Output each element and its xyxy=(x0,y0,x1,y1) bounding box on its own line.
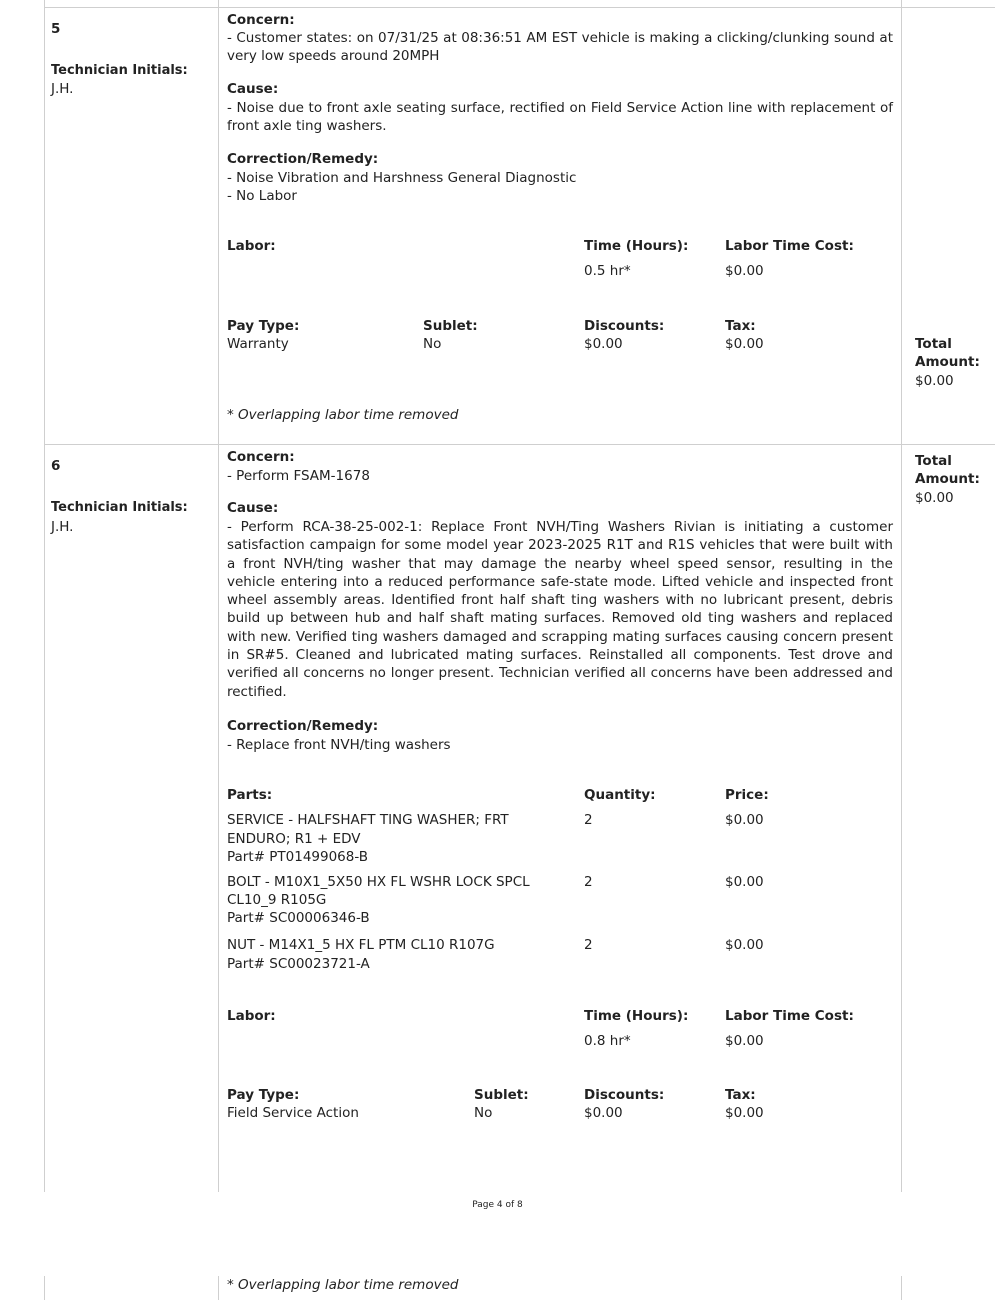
total-amount: $0.00 xyxy=(915,373,954,389)
part-number: Part# SC00023721-A xyxy=(227,956,370,972)
labor-label: Labor: xyxy=(227,1008,276,1024)
cause-text: - Perform RCA-38-25-002-1: Replace Front NVH/Ting Washers Rivian is initiating a customer satisfaction campaign for some model year 2023-2025 R1T and R1S vehicles that were built with a front NVH/ting washer that may damage the nearby wheel speed sensor, resulting in the vehicle entering into a reduced performance safe-state mode. Lifted vehicle and inspected front wheel assembly areas. Identified front half shaft ting washers with no lubricant present, debris build up between hub and half shaft mating surfaces. Removed old ting washers and replaced with new. Verified ting washers damaged and scrapping mating surfaces causing concern present in SR#5. Cleaned and lubricated mating surfaces. Reinstalled all components. Test drove and verified all concerns no longer present. Technician verified all concerns have been addressed and rectified. xyxy=(227,519,893,700)
pay-type: Warranty xyxy=(227,336,289,352)
tax: $0.00 xyxy=(725,336,764,352)
tax-label: Tax: xyxy=(725,1087,756,1103)
technician-initials: J.H. xyxy=(51,81,74,97)
price-label: Price: xyxy=(725,787,769,803)
part-description: BOLT - M10X1_5X50 HX FL WSHR LOCK SPCL xyxy=(227,874,530,890)
technician-initials: J.H. xyxy=(51,519,74,535)
labor-cost-label: Labor Time Cost: xyxy=(725,1008,854,1024)
pay-type-label: Pay Type: xyxy=(227,1087,300,1103)
quantity-label: Quantity: xyxy=(584,787,656,803)
part-quantity: 2 xyxy=(584,874,593,890)
row-separator xyxy=(44,444,995,445)
technician-initials-label: Technician Initials: xyxy=(51,500,188,515)
overlap-note: * Overlapping labor time removed xyxy=(227,407,459,423)
discounts: $0.00 xyxy=(584,1105,623,1121)
total-amount-label: Total xyxy=(915,453,952,469)
labor-cost: $0.00 xyxy=(725,1033,764,1049)
table-top-border xyxy=(44,7,995,8)
time-hours-label: Time (Hours): xyxy=(584,238,689,254)
part-quantity: 2 xyxy=(584,812,593,828)
table-border xyxy=(44,1276,45,1300)
sublet-label: Sublet: xyxy=(474,1087,529,1103)
sublet: No xyxy=(474,1105,493,1121)
overlap-note: * Overlapping labor time removed xyxy=(227,1277,459,1293)
part-quantity: 2 xyxy=(584,937,593,953)
labor-label: Labor: xyxy=(227,238,276,254)
table-border xyxy=(218,1276,219,1300)
discounts-label: Discounts: xyxy=(584,318,665,334)
correction-label: Correction/Remedy: xyxy=(227,151,379,167)
labor-time: 0.5 hr* xyxy=(584,263,631,279)
correction-label: Correction/Remedy: xyxy=(227,718,379,734)
cause-label: Cause: xyxy=(227,81,279,97)
part-price: $0.00 xyxy=(725,812,764,828)
part-price: $0.00 xyxy=(725,937,764,953)
sublet-label: Sublet: xyxy=(423,318,478,334)
total-amount-label: Amount: xyxy=(915,354,980,370)
table-border xyxy=(44,0,45,1192)
parts-label: Parts: xyxy=(227,787,273,803)
time-hours-label: Time (Hours): xyxy=(584,1008,689,1024)
part-description: CL10_9 R105G xyxy=(227,892,327,908)
correction-item: - Replace front NVH/ting washers xyxy=(227,737,451,753)
part-description: NUT - M14X1_5 HX FL PTM CL10 R107G xyxy=(227,937,495,953)
line-number: 5 xyxy=(51,21,61,37)
table-border xyxy=(218,0,219,1192)
concern-text: - Perform FSAM-1678 xyxy=(227,468,370,484)
part-description: ENDURO; R1 + EDV xyxy=(227,831,361,847)
page-number: Page 4 of 8 xyxy=(472,1200,523,1210)
total-amount-label: Amount: xyxy=(915,471,980,487)
correction-item: - No Labor xyxy=(227,188,297,204)
total-amount: $0.00 xyxy=(915,490,954,506)
line-number: 6 xyxy=(51,458,61,474)
table-border xyxy=(901,1276,902,1300)
correction-item: - Noise Vibration and Harshness General Diagnostic xyxy=(227,170,577,186)
part-number: Part# PT01499068-B xyxy=(227,849,369,865)
labor-cost-label: Labor Time Cost: xyxy=(725,238,854,254)
part-price: $0.00 xyxy=(725,874,764,890)
cause-label: Cause: xyxy=(227,500,279,516)
discounts-label: Discounts: xyxy=(584,1087,665,1103)
concern-label: Concern: xyxy=(227,12,295,28)
table-border xyxy=(901,0,902,1192)
labor-time: 0.8 hr* xyxy=(584,1033,631,1049)
sublet: No xyxy=(423,336,442,352)
concern-text: - Customer states: on 07/31/25 at 08:36:51 AM EST vehicle is making a clicking/clunking sound at very low speeds around 20MPH xyxy=(227,30,893,65)
tax: $0.00 xyxy=(725,1105,764,1121)
part-number: Part# SC00006346-B xyxy=(227,910,370,926)
concern-label: Concern: xyxy=(227,449,295,465)
tax-label: Tax: xyxy=(725,318,756,334)
pay-type-label: Pay Type: xyxy=(227,318,300,334)
discounts: $0.00 xyxy=(584,336,623,352)
cause-text: - Noise due to front axle seating surface, rectified on Field Service Action line with replacement of front axle ting washers. xyxy=(227,100,893,135)
part-description: SERVICE - HALFSHAFT TING WASHER; FRT xyxy=(227,812,509,828)
labor-cost: $0.00 xyxy=(725,263,764,279)
total-amount-label: Total xyxy=(915,336,952,352)
technician-initials-label: Technician Initials: xyxy=(51,63,188,78)
pay-type: Field Service Action xyxy=(227,1105,359,1121)
